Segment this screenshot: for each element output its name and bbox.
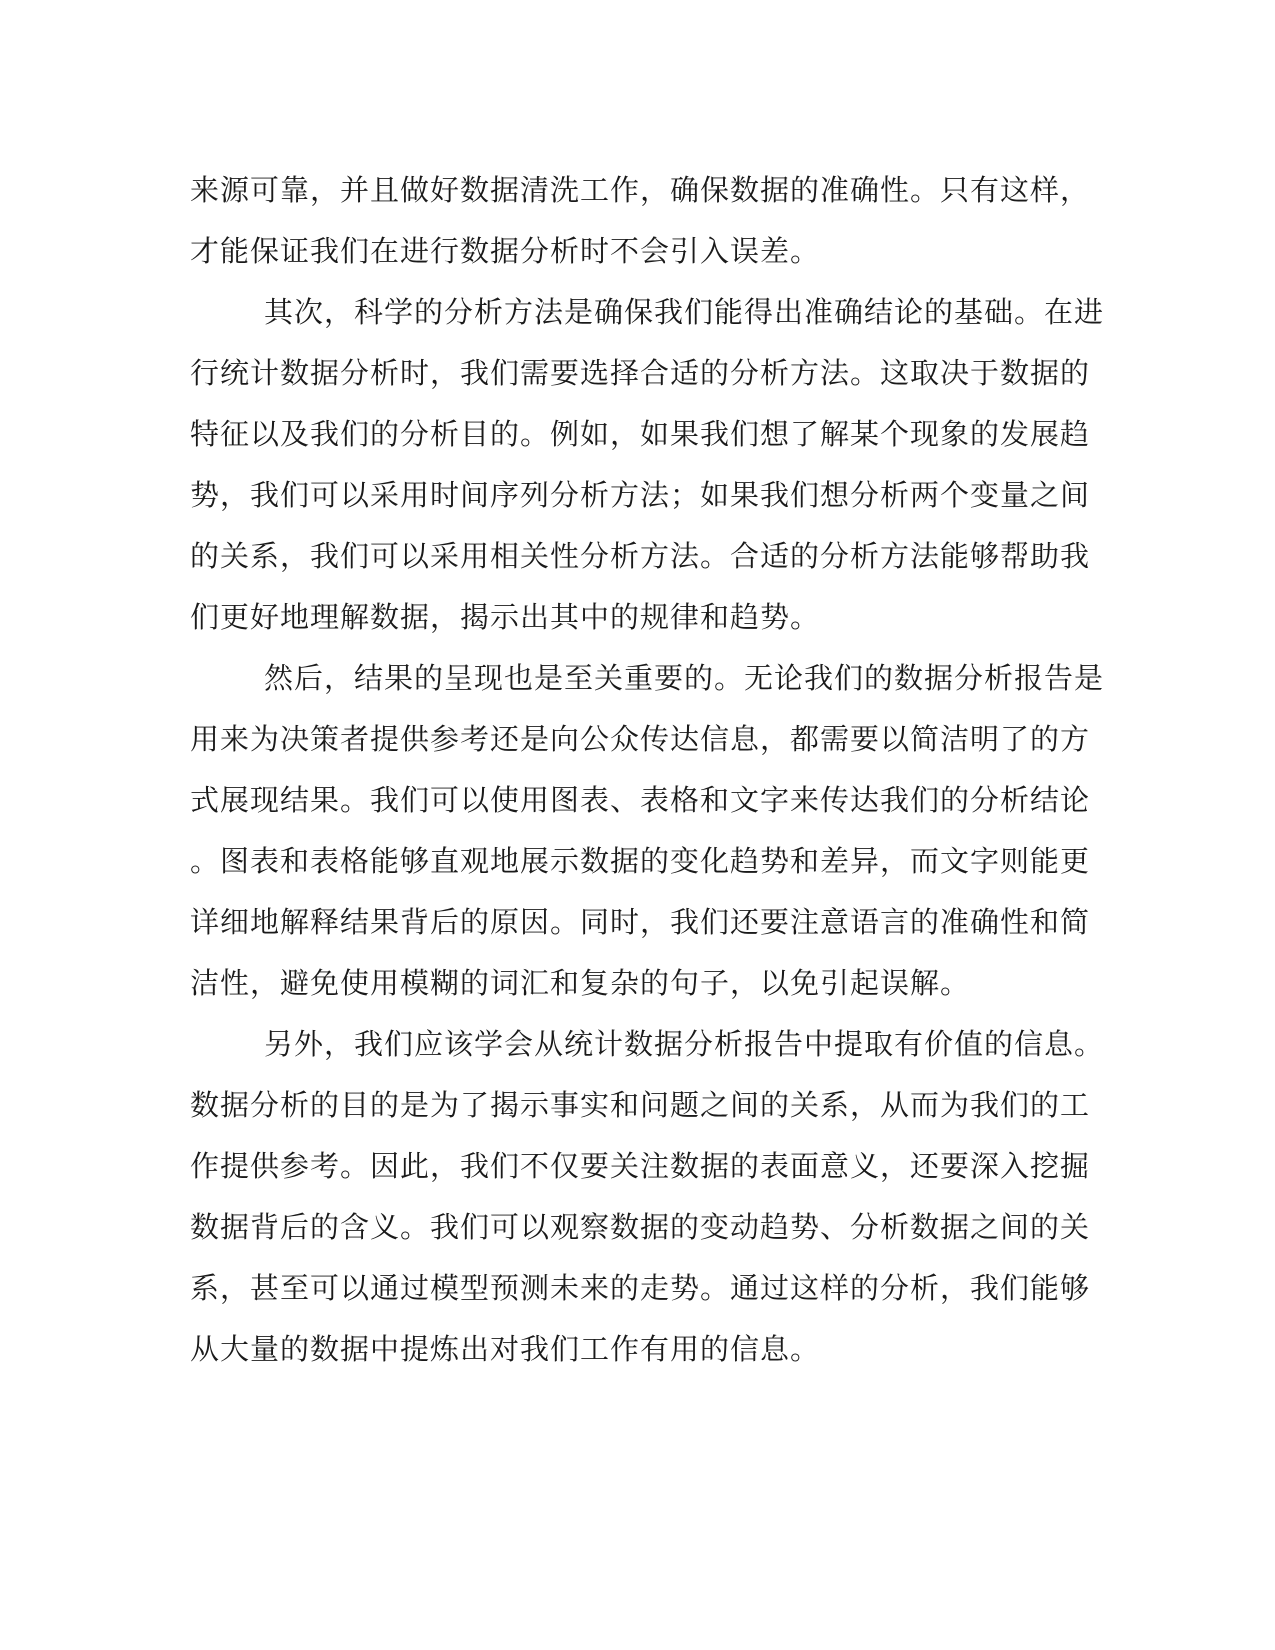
- text-line: 然后，结果的呈现也是至关重要的。无论我们的数据分析报告是: [264, 661, 1105, 695]
- text-line: 另外，我们应该学会从统计数据分析报告中提取有价值的信息。: [264, 1027, 1105, 1061]
- text-line: 其次，科学的分析方法是确保我们能得出准确结论的基础。在进: [264, 295, 1105, 329]
- text-line: 势，我们可以采用时间序列分析方法；如果我们想分析两个变量之间: [190, 478, 1091, 512]
- text-line: 特征以及我们的分析目的。例如，如果我们想了解某个现象的发展趋: [190, 417, 1091, 451]
- text-line: 们更好地理解数据，揭示出其中的规律和趋势。: [190, 600, 821, 634]
- text-line: 从大量的数据中提炼出对我们工作有用的信息。: [190, 1332, 821, 1366]
- text-line: 系，甚至可以通过模型预测未来的走势。通过这样的分析，我们能够: [190, 1271, 1091, 1305]
- paragraph-1: [190, 160, 1091, 282]
- text-line: 来源可靠，并且做好数据清洗工作，确保数据的准确性。只有这样，: [190, 173, 1091, 207]
- paragraph-2: [190, 282, 1105, 648]
- paragraph-3: [190, 648, 1105, 1014]
- text-line: 。图表和表格能够直观地展示数据的变化趋势和差异，而文字则能更: [190, 844, 1091, 878]
- text-line: 才能保证我们在进行数据分析时不会引入误差。: [190, 234, 821, 268]
- text-line: 式展现结果。我们可以使用图表、表格和文字来传达我们的分析结论: [190, 783, 1091, 817]
- text-line: 的关系，我们可以采用相关性分析方法。合适的分析方法能够帮助我: [190, 539, 1091, 573]
- text-line: 作提供参考。因此，我们不仅要关注数据的表面意义，还要深入挖掘: [190, 1149, 1091, 1183]
- document-body: [190, 160, 1105, 1380]
- paragraph-4: [190, 1014, 1105, 1380]
- text-line: 洁性，避免使用模糊的词汇和复杂的句子，以免引起误解。: [190, 966, 971, 1000]
- text-line: 用来为决策者提供参考还是向公众传达信息，都需要以简洁明了的方: [190, 722, 1091, 756]
- text-line: 数据分析的目的是为了揭示事实和问题之间的关系，从而为我们的工: [190, 1088, 1091, 1122]
- text-line: 详细地解释结果背后的原因。同时，我们还要注意语言的准确性和简: [190, 905, 1091, 939]
- text-line: 数据背后的含义。我们可以观察数据的变动趋势、分析数据之间的关: [190, 1210, 1091, 1244]
- text-line: 行统计数据分析时，我们需要选择合适的分析方法。这取决于数据的: [190, 356, 1091, 390]
